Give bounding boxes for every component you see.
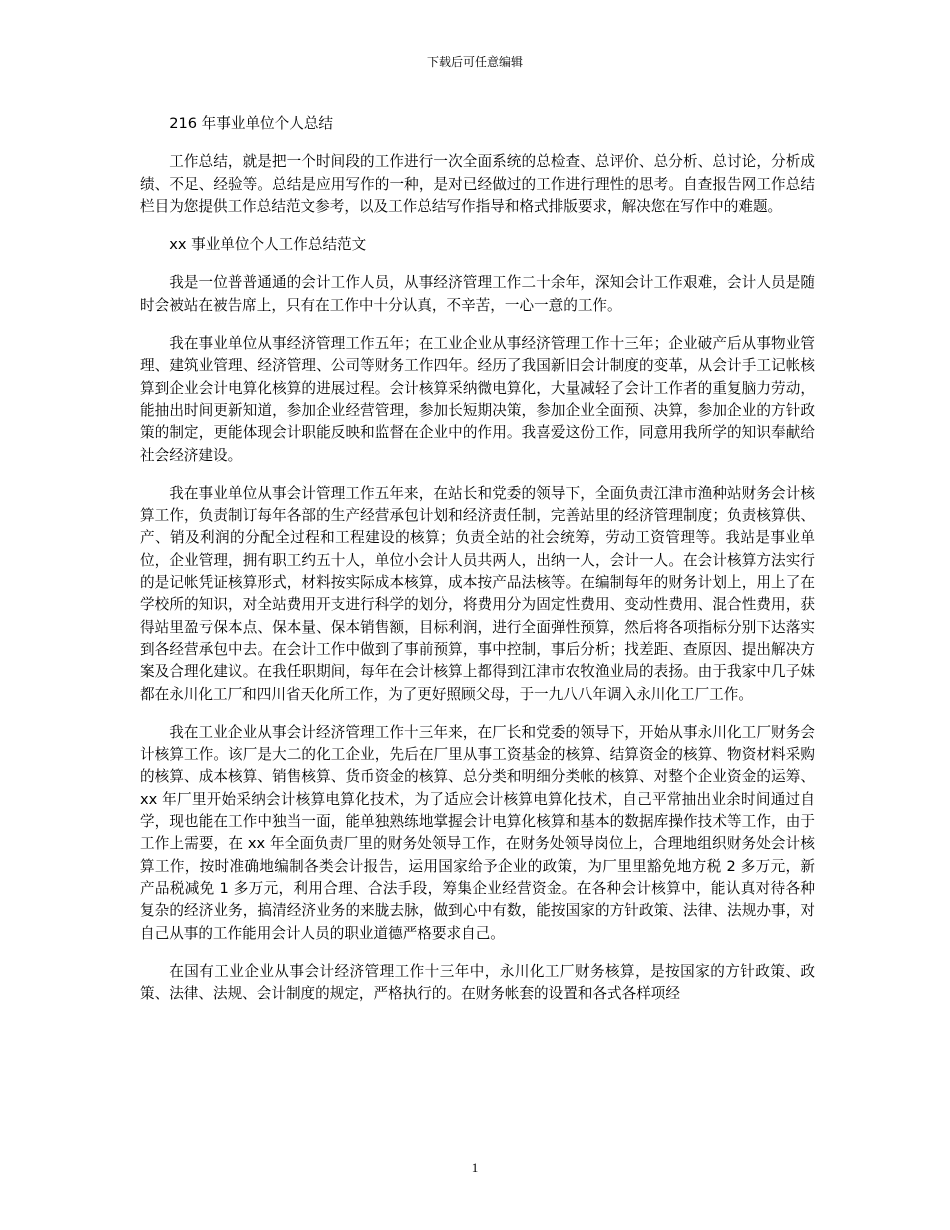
document-title: 216 年事业单位个人总结 [169,115,334,132]
header-note: 下载后可任意编辑 [426,55,523,69]
paragraph-intro: 工作总结，就是把一个时间段的工作进行一次全面系统的总检查、总评价、总分析、总讨论，分析成绩、不足、经验等。总结是应用写作的一种，是对已经做过的工作进行理性的思考。自查报告网工作总结栏目为您提供工作总结范文参考，以及工作总结写作指导和格式排版要求，解决您在写作中的难题。 [140,153,815,215]
section-heading: xx 事业单位个人工作总结范文 [169,236,367,254]
paragraph: 我在事业单位从事会计管理工作五年来，在站长和党委的领导下，全面负责江津市渔种站财务会计核算工作，负责制订每年各部的生产经营承包计划和经济责任制，完善站里的经济管理制度；负责核算供、产、销及利润的分配全过程和工程建设的核算；负责全站的社会统筹，劳动工资管理等。我站是事业单位，企业管理，拥有职工约五十人，单位小会计人员共两人，出纳一人，会计一人。在会计核算方法实行的是记帐凭证核算形式，材料按实际成本核算，成本按产品法核等。在编制每年的财务计划上，用上了在学校所的知识，对全站费用开支进行科学的划分，将费用分为固定性费用、变动性费用、混合性费用，获得站里盈亏保本点、保本量、保本销售额，目标利润，进行全面弹性预算，然后将各项指标分别下达落实到各经营承包中去。在会计工作中做到了事前预算，事中控制，事后分析；找差距、查原因、提出解决方案及合理化建议。在我任职期间，每年在会计核算上都得到江津市农牧渔业局的表扬。由于我家中几子妹都在永川化工厂和四川省天化所工作，为了更好照顾父母，于一九八八年调入永川化工厂工作。 [140,484,815,703]
paragraph: 我在工业企业从事会计经济管理工作十三年来，在厂长和党委的领导下，开始从事永川化工厂财务会计核算工作。该厂是大二的化工企业，先后在厂里从事工资基金的核算、结算资金的核算、物资材料采购的核算、成本核算、销售核算、货币资金的核算、总分类和明细分类帐的核算、对整个企业资金的运筹、xx 年厂里开始采纳会计核算电算化技术，为了适应会计核算电算化技术，自己平常抽出业余时间通过自学，现也能在工作中独当一面，能单独熟练地掌握会计电算化核算和基本的数据库操作技术等工作，由于工作上需要，在 xx 年全面负责厂里的财务处领导工作，在财务处领导岗位上，合理地组织财务处会计核算工作，按时准确地编制各类会计报告，运用国家给予企业的政策，为厂里里豁免地方税 2 多万元，新产品税减免 1 多万元，利用合理、合法手段，筹集企业经营资金。在各种会计核算中，能认真对待各种复杂的经济业务，搞清经济业务的来胧去脉，做到心中有数，能按国家的方针政策、法律、法规办事，对自己从事的工作能用会计人员的职业道德严格要求自己。 [140,723,815,942]
paragraph: 我在事业单位从事经济管理工作五年；在工业企业从事经济管理工作十三年；企业破产后从事物业管理、建筑业管理、经济管理、公司等财务工作四年。经历了我国新旧会计制度的变革，从会计手工记帐核算到企业会计电算化核算的进展过程。会计核算采纳微电算化，大量减轻了会计工作者的重复脑力劳动，能抽出时间更新知道，参加企业经营管理，参加长短期决策，参加企业全面预、决算，参加企业的方针政策的制定，更能体现会计职能反映和监督在企业中的作用。我喜爱这份工作，同意用我所学的知识奉献给社会经济建设。 [140,335,815,464]
paragraph: 我是一位普普通通的会计工作人员，从事经济管理工作二十余年，深知会计工作艰难，会计人员是随时会被站在被告席上，只有在工作中十分认真，不辛苦，一心一意的工作。 [140,274,815,314]
paragraph: 在国有工业企业从事会计经济管理工作十三年中，永川化工厂财务核算，是按国家的方针政策、政策、法律、法规、会计制度的规定，严格执行的。在财务帐套的设置和各式各样项经 [140,962,815,1003]
page-number: 1 [471,1160,479,1175]
document-body [140,113,815,1021]
